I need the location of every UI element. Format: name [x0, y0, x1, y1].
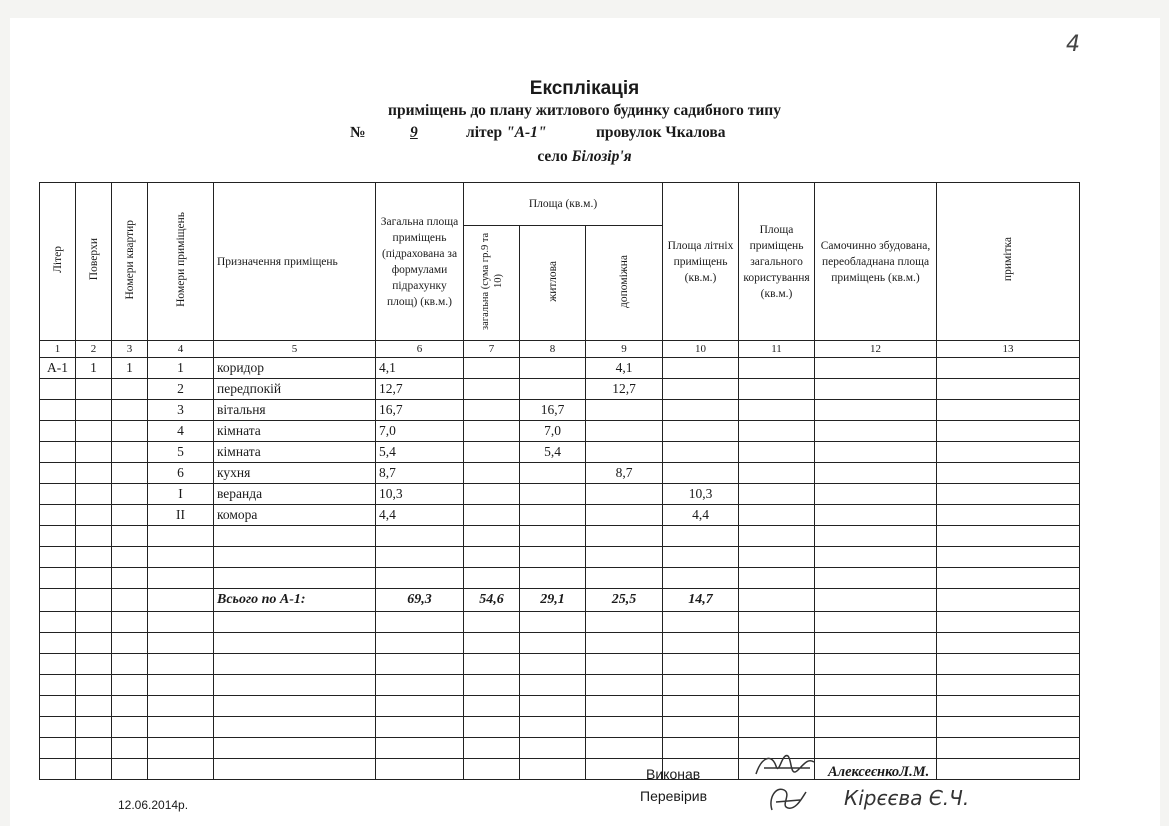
- cell-living: [520, 358, 586, 379]
- table-row: [40, 400, 1080, 421]
- cell-apt: [112, 463, 148, 484]
- explication-table: [39, 182, 1080, 780]
- table-row-empty: [40, 547, 1080, 568]
- cell-floor: [76, 442, 112, 463]
- header-apartments: Номери квартир: [112, 183, 148, 341]
- cell-apt: [112, 442, 148, 463]
- executed-label: Виконав: [646, 766, 701, 782]
- cell-liter: [40, 505, 76, 526]
- column-number: 9: [586, 341, 663, 358]
- cell-aux: [586, 442, 663, 463]
- table-row-empty: [40, 675, 1080, 696]
- cell-apt: [112, 400, 148, 421]
- table-row-empty: [40, 654, 1080, 675]
- cell-total: 4,1: [376, 358, 464, 379]
- cell-summer: [663, 379, 739, 400]
- cell-apt: [112, 484, 148, 505]
- cell-living: [520, 505, 586, 526]
- cell-floor: [76, 400, 112, 421]
- totals-aux: 25,5: [586, 589, 663, 612]
- cell-total: 4,4: [376, 505, 464, 526]
- table-row: [40, 421, 1080, 442]
- cell-purpose: коридор: [214, 358, 376, 379]
- table-row: [40, 442, 1080, 463]
- cell-liter: [40, 442, 76, 463]
- executor-signature-icon: [752, 748, 822, 784]
- cell-floor: [76, 463, 112, 484]
- cell-liter: [40, 400, 76, 421]
- cell-summer: [663, 463, 739, 484]
- cell-total: 16,7: [376, 400, 464, 421]
- table-row: [40, 358, 1080, 379]
- cell-sum: [464, 505, 520, 526]
- village-name: Білозір'я: [571, 148, 632, 165]
- header-floors: Поверхи: [76, 183, 112, 341]
- header-common-area: Площа приміщень загального користування (кв.м.): [739, 183, 815, 341]
- cell-purpose: вітальня: [214, 400, 376, 421]
- cell-aux: [586, 505, 663, 526]
- document-title: Експлікація: [529, 78, 640, 99]
- table-row-empty: [40, 526, 1080, 547]
- cell-floor: [76, 379, 112, 400]
- cell-liter: [40, 484, 76, 505]
- cell-room: 2: [148, 379, 214, 400]
- cell-total: 7,0: [376, 421, 464, 442]
- column-number: 2: [76, 341, 112, 358]
- village-label: село: [537, 148, 568, 165]
- executed-name: АлексеєнкоЛ.М.: [828, 764, 930, 780]
- column-number: 1: [40, 341, 76, 358]
- table-row: [40, 379, 1080, 400]
- cell-summer: 10,3: [663, 484, 739, 505]
- table-row: [40, 505, 1080, 526]
- cell-purpose: передпокій: [214, 379, 376, 400]
- cell-apt: 1: [112, 358, 148, 379]
- column-number: 13: [937, 341, 1080, 358]
- column-number: 10: [663, 341, 739, 358]
- page-number: 4: [1066, 32, 1080, 57]
- cell-floor: 1: [76, 358, 112, 379]
- cell-liter: А-1: [40, 358, 76, 379]
- cell-purpose: веранда: [214, 484, 376, 505]
- column-number: 8: [520, 341, 586, 358]
- cell-aux: 4,1: [586, 358, 663, 379]
- totals-sum: 54,6: [464, 589, 520, 612]
- cell-sum: [464, 421, 520, 442]
- cell-apt: [112, 421, 148, 442]
- cell-aux: [586, 421, 663, 442]
- cell-room: II: [148, 505, 214, 526]
- cell-living: 16,7: [520, 400, 586, 421]
- checker-signature-icon: [762, 780, 812, 820]
- column-number: 12: [815, 341, 937, 358]
- liter-value: "А-1": [506, 124, 547, 141]
- totals-row: [40, 589, 1080, 612]
- cell-room: 4: [148, 421, 214, 442]
- column-number: 5: [214, 341, 376, 358]
- street-name: провулок Чкалова: [596, 124, 726, 141]
- header-total-area: Загальна площа приміщень (підрахована за формулами підрахунку площ) (кв.м.): [376, 183, 464, 341]
- table-row: [40, 484, 1080, 505]
- header-liter: Літер: [40, 183, 76, 341]
- cell-room: 6: [148, 463, 214, 484]
- totals-summer: 14,7: [663, 589, 739, 612]
- checked-label: Перевірив: [640, 788, 708, 804]
- totals-total: 69,3: [376, 589, 464, 612]
- cell-summer: [663, 358, 739, 379]
- cell-summer: 4,4: [663, 505, 739, 526]
- cell-room: 1: [148, 358, 214, 379]
- cell-living: 5,4: [520, 442, 586, 463]
- cell-aux: 12,7: [586, 379, 663, 400]
- column-numbers-row: [40, 341, 1080, 358]
- cell-apt: [112, 379, 148, 400]
- cell-sum: [464, 379, 520, 400]
- cell-aux: [586, 484, 663, 505]
- cell-summer: [663, 421, 739, 442]
- header-rooms: Номери приміщень: [148, 183, 214, 341]
- cell-aux: [586, 400, 663, 421]
- table-row-empty: [40, 633, 1080, 654]
- document-date: 12.06.2014р.: [118, 798, 189, 812]
- document-subtitle: приміщень до плану житлового будинку садибного типу: [388, 102, 781, 119]
- cell-room: 5: [148, 442, 214, 463]
- cell-liter: [40, 421, 76, 442]
- cell-room: 3: [148, 400, 214, 421]
- cell-living: [520, 379, 586, 400]
- house-number: 9: [410, 124, 418, 141]
- header-area-total: загальна (сума гр.9 та 10): [464, 226, 520, 341]
- cell-room: I: [148, 484, 214, 505]
- header-note: примітка: [937, 183, 1080, 341]
- cell-sum: [464, 442, 520, 463]
- liter-label: літер: [466, 124, 503, 141]
- cell-purpose: комора: [214, 505, 376, 526]
- cell-liter: [40, 463, 76, 484]
- header-area-living: житлова: [520, 226, 586, 341]
- cell-living: [520, 484, 586, 505]
- cell-sum: [464, 400, 520, 421]
- cell-floor: [76, 484, 112, 505]
- totals-label: Всього по А-1:: [214, 589, 376, 612]
- cell-floor: [76, 505, 112, 526]
- column-number: 6: [376, 341, 464, 358]
- column-number: 4: [148, 341, 214, 358]
- cell-living: [520, 463, 586, 484]
- cell-floor: [76, 421, 112, 442]
- table-row-empty: [40, 738, 1080, 759]
- column-number: 7: [464, 341, 520, 358]
- table-row-empty: [40, 568, 1080, 589]
- cell-sum: [464, 484, 520, 505]
- cell-total: 5,4: [376, 442, 464, 463]
- cell-sum: [464, 358, 520, 379]
- totals-living: 29,1: [520, 589, 586, 612]
- header-unauthorized: Самочинно збудована, переобладнана площа приміщень (кв.м.): [815, 183, 937, 341]
- cell-summer: [663, 400, 739, 421]
- header-summer-area: Площа літніх приміщень (кв.м.): [663, 183, 739, 341]
- cell-total: 10,3: [376, 484, 464, 505]
- cell-summer: [663, 442, 739, 463]
- table-row-empty: [40, 717, 1080, 738]
- cell-purpose: кімната: [214, 421, 376, 442]
- header-area-group: Площа (кв.м.): [464, 183, 663, 226]
- checked-name: Кірєєва Є.Ч.: [844, 786, 970, 810]
- table-row: [40, 463, 1080, 484]
- column-number: 3: [112, 341, 148, 358]
- liter-field: [466, 124, 546, 142]
- table-row-empty: [40, 696, 1080, 717]
- table-row-empty: [40, 612, 1080, 633]
- column-number: 11: [739, 341, 815, 358]
- cell-aux: 8,7: [586, 463, 663, 484]
- cell-living: 7,0: [520, 421, 586, 442]
- village-line: [0, 148, 1169, 166]
- cell-purpose: кімната: [214, 442, 376, 463]
- header-purpose: Призначення приміщень: [214, 183, 376, 341]
- number-sign: №: [350, 124, 366, 141]
- cell-liter: [40, 379, 76, 400]
- cell-total: 8,7: [376, 463, 464, 484]
- cell-total: 12,7: [376, 379, 464, 400]
- cell-apt: [112, 505, 148, 526]
- cell-purpose: кухня: [214, 463, 376, 484]
- cell-sum: [464, 463, 520, 484]
- header-area-aux: допоміжна: [586, 226, 663, 341]
